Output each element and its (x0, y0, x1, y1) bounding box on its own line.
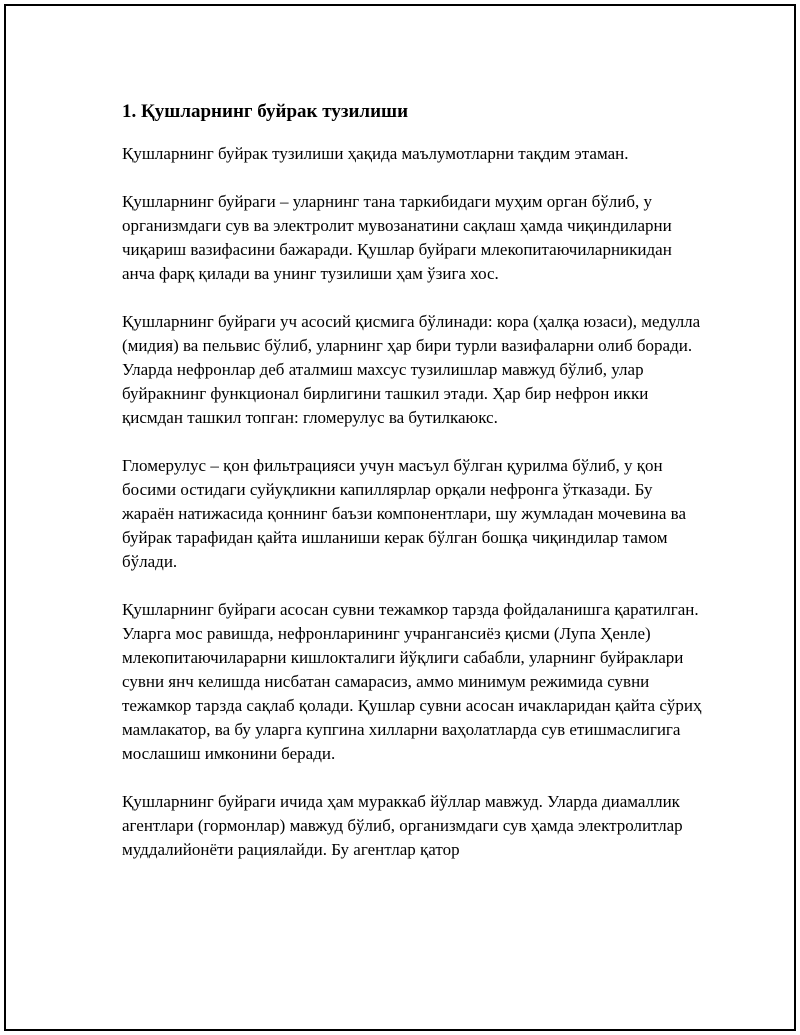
document-body (122, 98, 702, 862)
paragraph-intro: Қушларнинг буйрак тузилиши ҳақида маълумотларни тақдим этаман. (122, 144, 629, 163)
paragraph-kidney-function: Қушларнинг буйраги – уларнинг тана таркибидаги муҳим орган бўлиб, у организмдаги сув ва электролит мувозанатини сақлаш ҳамда чиқиндиларни чиқариш вазифасини бажаради. Қушлар буйраги млекопитаючиларникидан анча фарқ қилади ва унинг тузилиши ҳам ўзига хос. (122, 192, 672, 283)
document-page (4, 4, 796, 1031)
document-title: 1. Қушларнинг буйрак тузилиши (122, 101, 409, 122)
paragraph-water-economy: Қушларнинг буйраги асосан сувни тежамкор тарзда фойдаланишга қаратилган. Уларга мос равишда, нефронларининг учрангансиёз қисми (Лупа Ҳенле) млекопитаючиларарни кишлокталиги йўқлиги сабабли, уларнинг буйраклари сувни янч келишда нисбатан самарасиз, аммо минимум режимида сувни тежамкор тарзда сақлаб қолади. Қушлар сувни асосан ичакларидан қайта сўриҳ мамлакатор, ва бу уларга купгина хилларни ваҳолатларда сув етишмаслигига мослашиш имконини беради. (122, 600, 702, 763)
paragraph-kidney-parts: Қушларнинг буйраги уч асосий қисмига бўлинади: кора (ҳалқа юзаси), медулла (мидия) ва пельвис бўлиб, уларнинг ҳар бири турли вазифаларни олиб боради. Уларда нефронлар деб аталмиш махсус тузилишлар мавжуд бўлиб, улар буйракнинг функционал бирлигини ташкил этади. Ҳар бир нефрон икки қисмдан ташкил топган: гломерулус ва бутилкаюкс. (122, 312, 701, 427)
paragraph-glomerulus: Гломерулус – қон фильтрацияси учун масъул бўлган қурилма бўлиб, у қон босими остидаги суйуқликни капиллярлар орқали нефронга ўтказади. Бу жараён натижасида қоннинг баъзи компонентлари, шу жумладан мочевина ва буйрак тарафидан қайта ишланиши керак бўлган бошқа чиқиндилар тамом бўлади. (122, 456, 687, 571)
paragraph-hormones: Қушларнинг буйраги ичида ҳам мураккаб йўллар мавжуд. Уларда диамаллик агентлари (гормонлар) мавжуд бўлиб, организмдаги сув ҳамда электролитлар муддалийонёти рациялайди. Бу агентлар қатор (122, 792, 683, 859)
